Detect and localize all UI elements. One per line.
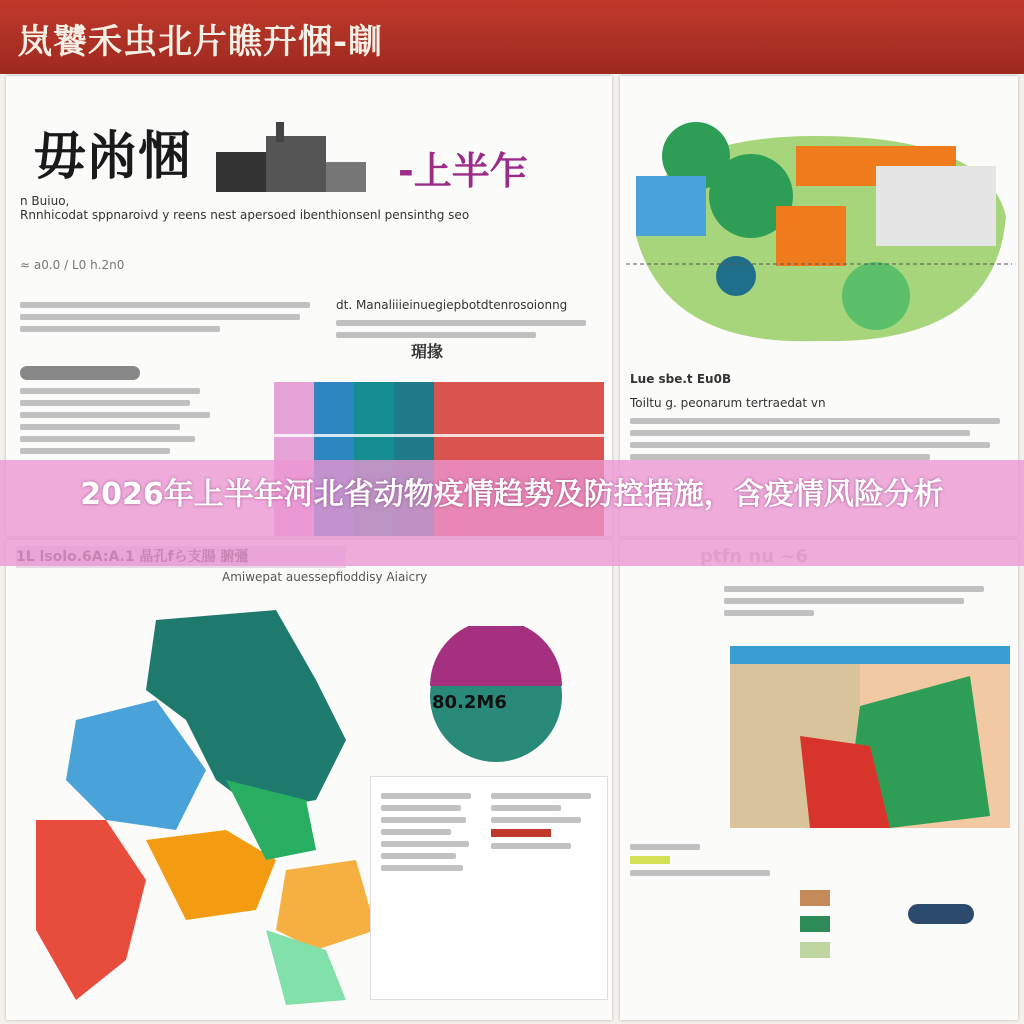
panel4-bottom-lines xyxy=(630,838,810,882)
panel2-para: Toiltu g. peonarum tertraedat vn xyxy=(630,396,826,410)
header-title: 岚饕禾虫北片瞧幵悃-瞓 xyxy=(18,22,384,62)
panel1-text-block-right xyxy=(336,314,596,344)
panel1-heading: 毋㡀悃 xyxy=(34,126,191,187)
panel-bottom-left xyxy=(6,540,612,1020)
banner-title: 2026年上半年河北省动物疫情趋势及防控措施，含疫情风险分析 xyxy=(80,477,944,512)
panel4-legend-swatches xyxy=(800,880,1000,968)
panel2-blob-map xyxy=(626,116,1012,346)
panel2-section-title: Lue sbe.t Eu0B xyxy=(630,372,732,386)
panel1-line2: Rnnhicodat sppnaroivd y reens nest apersoed ibenthionsenl pensinthg seo xyxy=(20,208,470,222)
panel1-date: ≈ a0.0 / L0 h.2n0 xyxy=(20,258,125,272)
panel1-text-block-left xyxy=(20,296,320,338)
panel-bottom-right xyxy=(620,540,1018,1020)
panel3-subtitle: Amiwepat auessepfioddisy Aiaicry xyxy=(222,570,428,584)
header-bar xyxy=(0,0,1024,74)
panel4-badge xyxy=(908,904,974,924)
panel1-heading-right: -上半乍 xyxy=(398,149,528,193)
panel2-text-lines xyxy=(630,412,1010,466)
panel4-map-graphic xyxy=(730,646,1010,828)
panel3-pie-label: 80.2M6 xyxy=(432,692,507,713)
factory-illustration xyxy=(216,122,376,192)
panel3-legend-box xyxy=(370,776,608,1000)
panel1-para-right: dt. Manaliiieinuegiepbotdtenrosoionng xyxy=(336,298,568,312)
panel1-line1: n Buiuo, xyxy=(20,194,70,208)
panel1-list xyxy=(20,366,220,460)
panel1-mid-label: 瑂掾 xyxy=(411,342,444,361)
panel3-region-map xyxy=(16,600,386,1010)
panel4-text-lines xyxy=(724,580,1004,622)
